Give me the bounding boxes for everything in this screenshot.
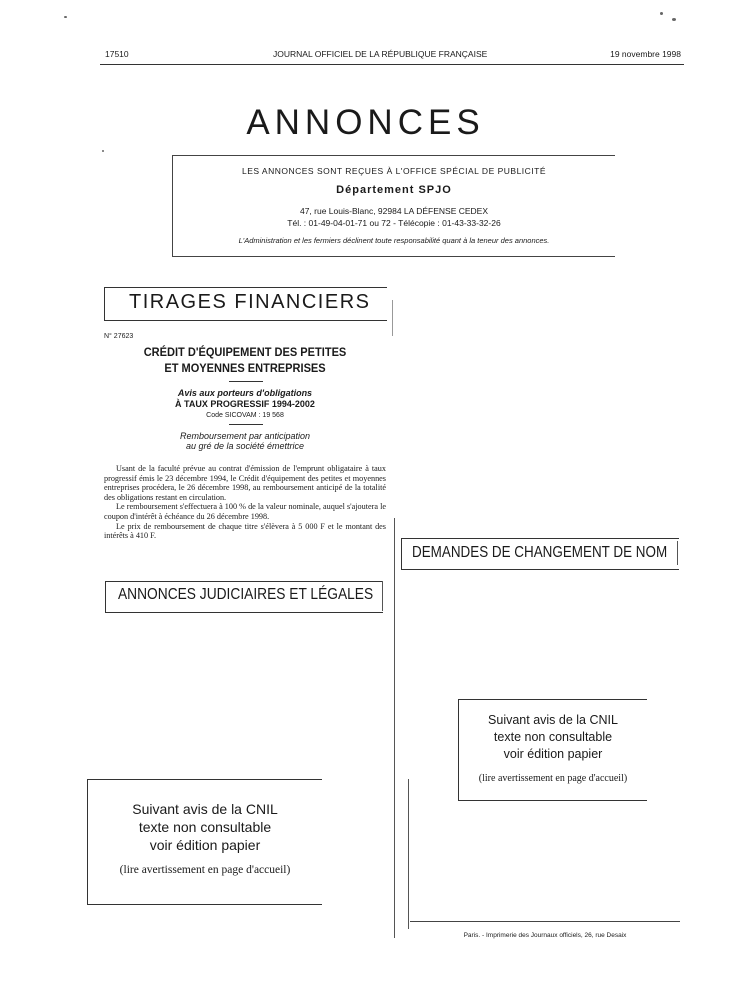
info-line-address: 47, rue Louis-Blanc, 92984 LA DÉFENSE CEDEX [299, 206, 489, 216]
notice-body [104, 464, 386, 541]
header-rule [100, 64, 684, 65]
cnil-line1: Suivant avis de la CNIL [132, 801, 278, 817]
scan-speck [64, 16, 67, 18]
cnil-notice-box [87, 779, 322, 905]
notice-paragraph: Usant de la faculté prévue au contrat d'émission de l'emprunt obligataire à taux progressif émis le 23 décembre 1994, le Crédit d'équipement des petites et moyennes entreprises procédera, le 26 décembre 1998, au remboursement anticipé de la totalité des obligations restant en circulation. [104, 464, 386, 502]
section-title-tirages: TIRAGES FINANCIERS [129, 291, 371, 313]
footer-rule [410, 921, 680, 922]
section-header-tirages [104, 287, 387, 321]
running-header [105, 49, 681, 63]
info-line-office: LES ANNONCES SONT REÇUES À L'OFFICE SPÉCIAL DE PUBLICITÉ [241, 166, 547, 176]
scan-speck [102, 150, 104, 152]
notice-remb-line2: au gré de la société émettrice [185, 441, 305, 451]
section-header-annonces-judiciaires [105, 581, 383, 613]
cnil-line3: voir édition papier [503, 747, 603, 761]
notice-code: Code SICOVAM : 19 568 [206, 412, 284, 419]
section-title-annonces-judiciaires: ANNONCES JUDICIAIRES ET LÉGALES [118, 586, 374, 603]
cnil-note: (lire avertissement en page d'accueil) [478, 773, 628, 784]
column-rule [382, 581, 383, 611]
notice-paragraph: Le remboursement s'effectuera à 100 % de la valeur nominale, auquel s'ajoutera le coupon d'intérêt à échéance du 26 décembre 1998. [104, 502, 386, 521]
issue-date: 19 novembre 1998 [610, 49, 681, 59]
scan-speck [660, 12, 663, 15]
section-title-demandes: DEMANDES DE CHANGEMENT DE NOM [412, 544, 668, 561]
notice-heading-line1: CRÉDIT D'ÉQUIPEMENT DES PETITES [143, 345, 347, 359]
info-line-phone: Tél. : 01-49-04-01-71 ou 72 - Télécopie : 01-43-33-32-26 [287, 218, 501, 228]
scan-speck [672, 18, 676, 21]
cnil-line3: voir édition papier [149, 837, 261, 853]
page-number: 17510 [105, 49, 129, 59]
divider [229, 424, 263, 425]
column-rule [392, 300, 393, 336]
footer-imprint: Paris. - Imprimerie des Journaux officiels, 26, rue Desaix [463, 932, 627, 939]
column-rule [677, 541, 678, 565]
notice-paragraph: Le prix de remboursement de chaque titre s'élèvera à 5 000 F et le montant des intérêts à 410 F. [104, 521, 386, 541]
info-box [172, 155, 615, 257]
column-rule [394, 518, 395, 938]
divider [229, 381, 263, 382]
info-line-department: Département SPJO [336, 184, 452, 196]
section-header-demandes [401, 538, 679, 570]
cnil-line2: texte non consultable [138, 819, 272, 835]
cnil-note: (lire avertissement en page d'accueil) [119, 864, 291, 876]
notice-heading-line2: ET MOYENNES ENTREPRISES [164, 361, 326, 375]
page-title: ANNONCES [246, 103, 485, 142]
notice-avis: Avis aux porteurs d'obligations [177, 388, 313, 398]
info-line-disclaimer: L'Administration et les fermiers déclinent toute responsabilité quant à la teneur des annonces. [238, 236, 550, 245]
notice-remb-line1: Remboursement par anticipation [179, 431, 311, 441]
cnil-notice-box [458, 699, 647, 801]
cnil-line2: texte non consultable [493, 730, 613, 744]
column-rule [408, 779, 409, 929]
journal-name: JOURNAL OFFICIEL DE LA RÉPUBLIQUE FRANÇAISE [273, 49, 488, 59]
notice-number: N° 27623 [104, 333, 134, 340]
notice-taux: À TAUX PROGRESSIF 1994-2002 [175, 399, 315, 409]
cnil-line1: Suivant avis de la CNIL [488, 713, 618, 727]
